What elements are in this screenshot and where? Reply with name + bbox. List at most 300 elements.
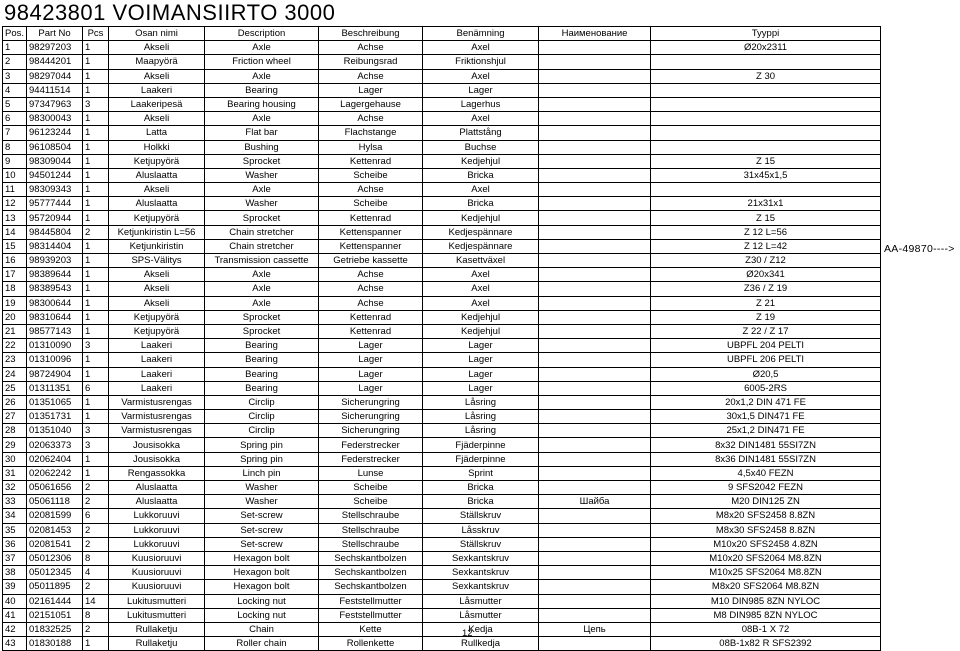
osan-nimi-cell: Lukkoruuvi [109, 523, 205, 537]
naimenovanie-cell: Цепь [539, 622, 651, 636]
beschreibung-cell: Feststellmutter [319, 594, 423, 608]
pcs-cell: 14 [83, 594, 109, 608]
osan-nimi-cell: Laakeri [109, 339, 205, 353]
naimenovanie-cell [539, 197, 651, 211]
benamning-cell: Kedjehjul [423, 324, 539, 338]
part-no-cell: 96123244 [27, 126, 83, 140]
benamning-cell: Kedjehjul [423, 154, 539, 168]
tyyppi-cell: M20 DIN125 ZN [651, 495, 881, 509]
pos-cell: 30 [3, 452, 27, 466]
naimenovanie-cell [539, 69, 651, 83]
part-no-cell: 05012345 [27, 566, 83, 580]
tyyppi-cell: 25x1,2 DIN471 FE [651, 424, 881, 438]
tyyppi-cell: 08B-1x82 R SFS2392 [651, 637, 881, 651]
naimenovanie-cell [539, 580, 651, 594]
benamning-cell: Axel [423, 183, 539, 197]
table-row [3, 183, 881, 197]
header-naimenovanie: Наименование [539, 27, 651, 41]
beschreibung-cell: Kette [319, 622, 423, 636]
pcs-cell: 1 [83, 239, 109, 253]
pos-cell: 33 [3, 495, 27, 509]
osan-nimi-cell: Kuusioruuvi [109, 566, 205, 580]
beschreibung-cell: Flachstange [319, 126, 423, 140]
part-no-cell: 98314404 [27, 239, 83, 253]
part-no-cell: 01351040 [27, 424, 83, 438]
beschreibung-cell: Lager [319, 381, 423, 395]
part-no-cell: 98939203 [27, 254, 83, 268]
benamning-cell: Sexkantskruv [423, 580, 539, 594]
osan-nimi-cell: Lukkoruuvi [109, 509, 205, 523]
naimenovanie-cell [539, 537, 651, 551]
pcs-cell: 1 [83, 353, 109, 367]
table-row [3, 239, 881, 253]
naimenovanie-cell: Шайба [539, 495, 651, 509]
naimenovanie-cell [539, 466, 651, 480]
part-no-cell: 05011895 [27, 580, 83, 594]
naimenovanie-cell [539, 126, 651, 140]
page-number: 12 [462, 628, 473, 639]
naimenovanie-cell [539, 310, 651, 324]
tyyppi-cell: M10x20 SFS2458 4.8ZN [651, 537, 881, 551]
pos-cell: 21 [3, 324, 27, 338]
pos-cell: 27 [3, 410, 27, 424]
osan-nimi-cell: Kuusioruuvi [109, 580, 205, 594]
tyyppi-cell: Z 30 [651, 69, 881, 83]
table-row [3, 140, 881, 154]
tyyppi-cell: 21x31x1 [651, 197, 881, 211]
header-pos: Pos. [3, 27, 27, 41]
pos-cell: 16 [3, 254, 27, 268]
description-cell: Sprocket [205, 310, 319, 324]
part-no-cell: 01351065 [27, 395, 83, 409]
tyyppi-cell: Z 21 [651, 296, 881, 310]
beschreibung-cell: Scheibe [319, 481, 423, 495]
tyyppi-cell: 20x1,2 DIN 471 FE [651, 395, 881, 409]
beschreibung-cell: Achse [319, 69, 423, 83]
part-no-cell: 02062242 [27, 466, 83, 480]
benamning-cell: Kedjehjul [423, 310, 539, 324]
table-row [3, 608, 881, 622]
pos-cell: 28 [3, 424, 27, 438]
osan-nimi-cell: Maapyörä [109, 55, 205, 69]
table-row [3, 381, 881, 395]
tyyppi-cell: M10x25 SFS2064 M8.8ZN [651, 566, 881, 580]
description-cell: Sprocket [205, 154, 319, 168]
tyyppi-cell: 8x32 DIN1481 55SI7ZN [651, 438, 881, 452]
beschreibung-cell: Sechskantbolzen [319, 551, 423, 565]
beschreibung-cell: Sechskantbolzen [319, 580, 423, 594]
pcs-cell: 1 [83, 154, 109, 168]
osan-nimi-cell: Aluslaatta [109, 495, 205, 509]
table-row [3, 452, 881, 466]
table-row [3, 566, 881, 580]
description-cell: Chain stretcher [205, 225, 319, 239]
benamning-cell: Sprint [423, 466, 539, 480]
naimenovanie-cell [539, 55, 651, 69]
beschreibung-cell: Achse [319, 296, 423, 310]
part-no-cell: 02063373 [27, 438, 83, 452]
beschreibung-cell: Scheibe [319, 495, 423, 509]
beschreibung-cell: Lager [319, 339, 423, 353]
osan-nimi-cell: Aluslaatta [109, 168, 205, 182]
part-no-cell: 98445804 [27, 225, 83, 239]
naimenovanie-cell [539, 551, 651, 565]
naimenovanie-cell [539, 608, 651, 622]
table-row [3, 438, 881, 452]
osan-nimi-cell: Akseli [109, 112, 205, 126]
beschreibung-cell: Achse [319, 112, 423, 126]
osan-nimi-cell: Laakeri [109, 83, 205, 97]
benamning-cell: Lager [423, 83, 539, 97]
tyyppi-cell [651, 83, 881, 97]
naimenovanie-cell [539, 41, 651, 55]
pcs-cell: 3 [83, 438, 109, 452]
tyyppi-cell [651, 55, 881, 69]
pos-cell: 35 [3, 523, 27, 537]
pcs-cell: 1 [83, 41, 109, 55]
table-row [3, 97, 881, 111]
description-cell: Linch pin [205, 466, 319, 480]
osan-nimi-cell: Holkki [109, 140, 205, 154]
tyyppi-cell: 30x1,5 DIN471 FE [651, 410, 881, 424]
description-cell: Locking nut [205, 608, 319, 622]
pcs-cell: 1 [83, 296, 109, 310]
beschreibung-cell: Sicherungring [319, 395, 423, 409]
benamning-cell: Bricka [423, 481, 539, 495]
header-osan-nimi: Osan nimi [109, 27, 205, 41]
benamning-cell: Axel [423, 296, 539, 310]
pcs-cell: 2 [83, 523, 109, 537]
table-row [3, 168, 881, 182]
osan-nimi-cell: Ketjupyörä [109, 154, 205, 168]
benamning-cell: Axel [423, 41, 539, 55]
description-cell: Hexagon bolt [205, 551, 319, 565]
part-no-cell: 94411514 [27, 83, 83, 97]
benamning-cell: Kedjespännare [423, 239, 539, 253]
description-cell: Washer [205, 168, 319, 182]
part-no-cell: 01310096 [27, 353, 83, 367]
description-cell: Axle [205, 268, 319, 282]
header-benamning: Benämning [423, 27, 539, 41]
part-no-cell: 02062404 [27, 452, 83, 466]
table-row [3, 551, 881, 565]
tyyppi-cell: UBPFL 206 PELTI [651, 353, 881, 367]
naimenovanie-cell [539, 83, 651, 97]
part-no-cell: 01830188 [27, 637, 83, 651]
pos-cell: 8 [3, 140, 27, 154]
naimenovanie-cell [539, 154, 651, 168]
pcs-cell: 2 [83, 481, 109, 495]
description-cell: Axle [205, 112, 319, 126]
tyyppi-cell [651, 183, 881, 197]
beschreibung-cell: Kettenrad [319, 324, 423, 338]
pos-cell: 7 [3, 126, 27, 140]
osan-nimi-cell: Akseli [109, 41, 205, 55]
description-cell: Set-screw [205, 523, 319, 537]
description-cell: Washer [205, 481, 319, 495]
pos-cell: 9 [3, 154, 27, 168]
table-row [3, 481, 881, 495]
benamning-cell: Rullkedja [423, 637, 539, 651]
pcs-cell: 1 [83, 83, 109, 97]
part-no-cell: 98309343 [27, 183, 83, 197]
naimenovanie-cell [539, 594, 651, 608]
pos-cell: 3 [3, 69, 27, 83]
osan-nimi-cell: Rullaketju [109, 622, 205, 636]
naimenovanie-cell [539, 97, 651, 111]
tyyppi-cell: 08B-1 X 72 [651, 622, 881, 636]
parts-table [2, 26, 881, 651]
pcs-cell: 6 [83, 509, 109, 523]
description-cell: Circlip [205, 410, 319, 424]
pos-cell: 23 [3, 353, 27, 367]
beschreibung-cell: Federstrecker [319, 438, 423, 452]
naimenovanie-cell [539, 268, 651, 282]
pos-cell: 41 [3, 608, 27, 622]
part-no-cell: 01311351 [27, 381, 83, 395]
beschreibung-cell: Stellschraube [319, 523, 423, 537]
beschreibung-cell: Scheibe [319, 197, 423, 211]
benamning-cell: Lager [423, 381, 539, 395]
tyyppi-cell: Z 19 [651, 310, 881, 324]
beschreibung-cell: Rollenkette [319, 637, 423, 651]
osan-nimi-cell: Ketjupyörä [109, 310, 205, 324]
beschreibung-cell: Achse [319, 282, 423, 296]
table-row [3, 83, 881, 97]
part-no-cell: 01832525 [27, 622, 83, 636]
tyyppi-cell: M8x20 SFS2458 8.8ZN [651, 509, 881, 523]
header-tyyppi: Tyyppi [651, 27, 881, 41]
description-cell: Bushing [205, 140, 319, 154]
description-cell: Flat bar [205, 126, 319, 140]
tyyppi-cell: Z 15 [651, 211, 881, 225]
beschreibung-cell: Reibungsrad [319, 55, 423, 69]
pcs-cell: 2 [83, 622, 109, 636]
pcs-cell: 1 [83, 197, 109, 211]
part-no-cell: 02081599 [27, 509, 83, 523]
benamning-cell: Friktionshjul [423, 55, 539, 69]
pos-cell: 29 [3, 438, 27, 452]
part-no-cell: 02151051 [27, 608, 83, 622]
pos-cell: 14 [3, 225, 27, 239]
part-no-cell: 05061118 [27, 495, 83, 509]
table-row [3, 395, 881, 409]
benamning-cell: Lager [423, 353, 539, 367]
naimenovanie-cell [539, 211, 651, 225]
pos-cell: 39 [3, 580, 27, 594]
description-cell: Hexagon bolt [205, 566, 319, 580]
osan-nimi-cell: SPS-Välitys [109, 254, 205, 268]
osan-nimi-cell: Aluslaatta [109, 197, 205, 211]
table-row [3, 622, 881, 636]
naimenovanie-cell [539, 282, 651, 296]
beschreibung-cell: Stellschraube [319, 509, 423, 523]
part-no-cell: 94501244 [27, 168, 83, 182]
description-cell: Axle [205, 183, 319, 197]
pos-cell: 40 [3, 594, 27, 608]
part-no-cell: 05061656 [27, 481, 83, 495]
pos-cell: 2 [3, 55, 27, 69]
benamning-cell: Kedjehjul [423, 211, 539, 225]
tyyppi-cell [651, 126, 881, 140]
tyyppi-cell: 9 SFS2042 FEZN [651, 481, 881, 495]
beschreibung-cell: Sicherungring [319, 410, 423, 424]
pos-cell: 10 [3, 168, 27, 182]
beschreibung-cell: Lunse [319, 466, 423, 480]
pos-cell: 13 [3, 211, 27, 225]
osan-nimi-cell: Laakeri [109, 381, 205, 395]
pcs-cell: 3 [83, 339, 109, 353]
osan-nimi-cell: Ketjunkiristin [109, 239, 205, 253]
tyyppi-cell: 31x45x1,5 [651, 168, 881, 182]
beschreibung-cell: Achse [319, 41, 423, 55]
pos-cell: 19 [3, 296, 27, 310]
header-beschreibung: Beschreibung [319, 27, 423, 41]
osan-nimi-cell: Akseli [109, 296, 205, 310]
part-no-cell: 02081541 [27, 537, 83, 551]
part-no-cell: 02161444 [27, 594, 83, 608]
description-cell: Circlip [205, 395, 319, 409]
osan-nimi-cell: Akseli [109, 183, 205, 197]
benamning-cell: Axel [423, 112, 539, 126]
table-row [3, 112, 881, 126]
benamning-cell: Lager [423, 367, 539, 381]
part-no-cell: 98297044 [27, 69, 83, 83]
tyyppi-cell: M8x20 SFS2064 M8.8ZN [651, 580, 881, 594]
pcs-cell: 1 [83, 466, 109, 480]
osan-nimi-cell: Akseli [109, 268, 205, 282]
tyyppi-cell [651, 97, 881, 111]
pos-cell: 36 [3, 537, 27, 551]
tyyppi-cell: Ø20x341 [651, 268, 881, 282]
pcs-cell: 2 [83, 225, 109, 239]
document-title: 98423801 VOIMANSIIRTO 3000 [4, 0, 336, 25]
description-cell: Spring pin [205, 438, 319, 452]
pcs-cell: 1 [83, 310, 109, 324]
description-cell: Sprocket [205, 324, 319, 338]
part-no-cell: 98389644 [27, 268, 83, 282]
pcs-cell: 1 [83, 367, 109, 381]
part-no-cell: 98724904 [27, 367, 83, 381]
description-cell: Axle [205, 69, 319, 83]
naimenovanie-cell [539, 438, 651, 452]
table-row [3, 211, 881, 225]
table-row [3, 424, 881, 438]
description-cell: Axle [205, 41, 319, 55]
benamning-cell: Ställskruv [423, 509, 539, 523]
benamning-cell: Kasettväxel [423, 254, 539, 268]
tyyppi-cell: 6005-2RS [651, 381, 881, 395]
part-no-cell: 98297203 [27, 41, 83, 55]
beschreibung-cell: Sicherungring [319, 424, 423, 438]
tyyppi-cell: M8x30 SFS2458 8.8ZN [651, 523, 881, 537]
pcs-cell: 3 [83, 424, 109, 438]
pcs-cell: 1 [83, 55, 109, 69]
pos-cell: 43 [3, 637, 27, 651]
osan-nimi-cell: Varmistusrengas [109, 395, 205, 409]
table-row [3, 367, 881, 381]
pos-cell: 32 [3, 481, 27, 495]
table-row [3, 154, 881, 168]
header-description: Description [205, 27, 319, 41]
pos-cell: 11 [3, 183, 27, 197]
benamning-cell: Fjäderpinne [423, 438, 539, 452]
naimenovanie-cell [539, 296, 651, 310]
table-row [3, 197, 881, 211]
header-pcs: Pcs [83, 27, 109, 41]
osan-nimi-cell: Varmistusrengas [109, 424, 205, 438]
osan-nimi-cell: Rullaketju [109, 637, 205, 651]
table-row [3, 537, 881, 551]
beschreibung-cell: Getriebe kassette [319, 254, 423, 268]
naimenovanie-cell [539, 183, 651, 197]
naimenovanie-cell [539, 395, 651, 409]
part-no-cell: 95720944 [27, 211, 83, 225]
pcs-cell: 1 [83, 140, 109, 154]
tyyppi-cell: 4,5x40 FEZN [651, 466, 881, 480]
description-cell: Roller chain [205, 637, 319, 651]
benamning-cell: Axel [423, 69, 539, 83]
description-cell: Bearing [205, 353, 319, 367]
pos-cell: 26 [3, 395, 27, 409]
osan-nimi-cell: Jousisokka [109, 452, 205, 466]
pcs-cell: 6 [83, 381, 109, 395]
naimenovanie-cell [539, 410, 651, 424]
part-no-cell: 98577143 [27, 324, 83, 338]
pcs-cell: 1 [83, 168, 109, 182]
pos-cell: 15 [3, 239, 27, 253]
description-cell: Friction wheel [205, 55, 319, 69]
pcs-cell: 2 [83, 495, 109, 509]
pcs-cell: 1 [83, 395, 109, 409]
beschreibung-cell: Kettenrad [319, 310, 423, 324]
osan-nimi-cell: Varmistusrengas [109, 410, 205, 424]
osan-nimi-cell: Rengassokka [109, 466, 205, 480]
description-cell: Hexagon bolt [205, 580, 319, 594]
table-row [3, 339, 881, 353]
pos-cell: 37 [3, 551, 27, 565]
beschreibung-cell: Feststellmutter [319, 608, 423, 622]
pcs-cell: 1 [83, 254, 109, 268]
benamning-cell: Lagerhus [423, 97, 539, 111]
pos-cell: 5 [3, 97, 27, 111]
naimenovanie-cell [539, 509, 651, 523]
osan-nimi-cell: Lukitusmutteri [109, 608, 205, 622]
part-no-cell: 98310644 [27, 310, 83, 324]
beschreibung-cell: Kettenspanner [319, 225, 423, 239]
naimenovanie-cell [539, 452, 651, 466]
benamning-cell: Sexkantskruv [423, 551, 539, 565]
tyyppi-cell: M10 DIN985 8ZN NYLOC [651, 594, 881, 608]
reference-note: AA-49870----> [884, 243, 955, 255]
osan-nimi-cell: Aluslaatta [109, 481, 205, 495]
tyyppi-cell: Z 15 [651, 154, 881, 168]
benamning-cell: Kedja [423, 622, 539, 636]
beschreibung-cell: Lager [319, 83, 423, 97]
tyyppi-cell: Z 12 L=56 [651, 225, 881, 239]
benamning-cell: Kedjespännare [423, 225, 539, 239]
osan-nimi-cell: Laakeri [109, 367, 205, 381]
table-row [3, 523, 881, 537]
table-row [3, 254, 881, 268]
benamning-cell: Sexkantskruv [423, 566, 539, 580]
table-row [3, 410, 881, 424]
naimenovanie-cell [539, 112, 651, 126]
tyyppi-cell [651, 112, 881, 126]
naimenovanie-cell [539, 381, 651, 395]
benamning-cell: Låsring [423, 410, 539, 424]
description-cell: Spring pin [205, 452, 319, 466]
